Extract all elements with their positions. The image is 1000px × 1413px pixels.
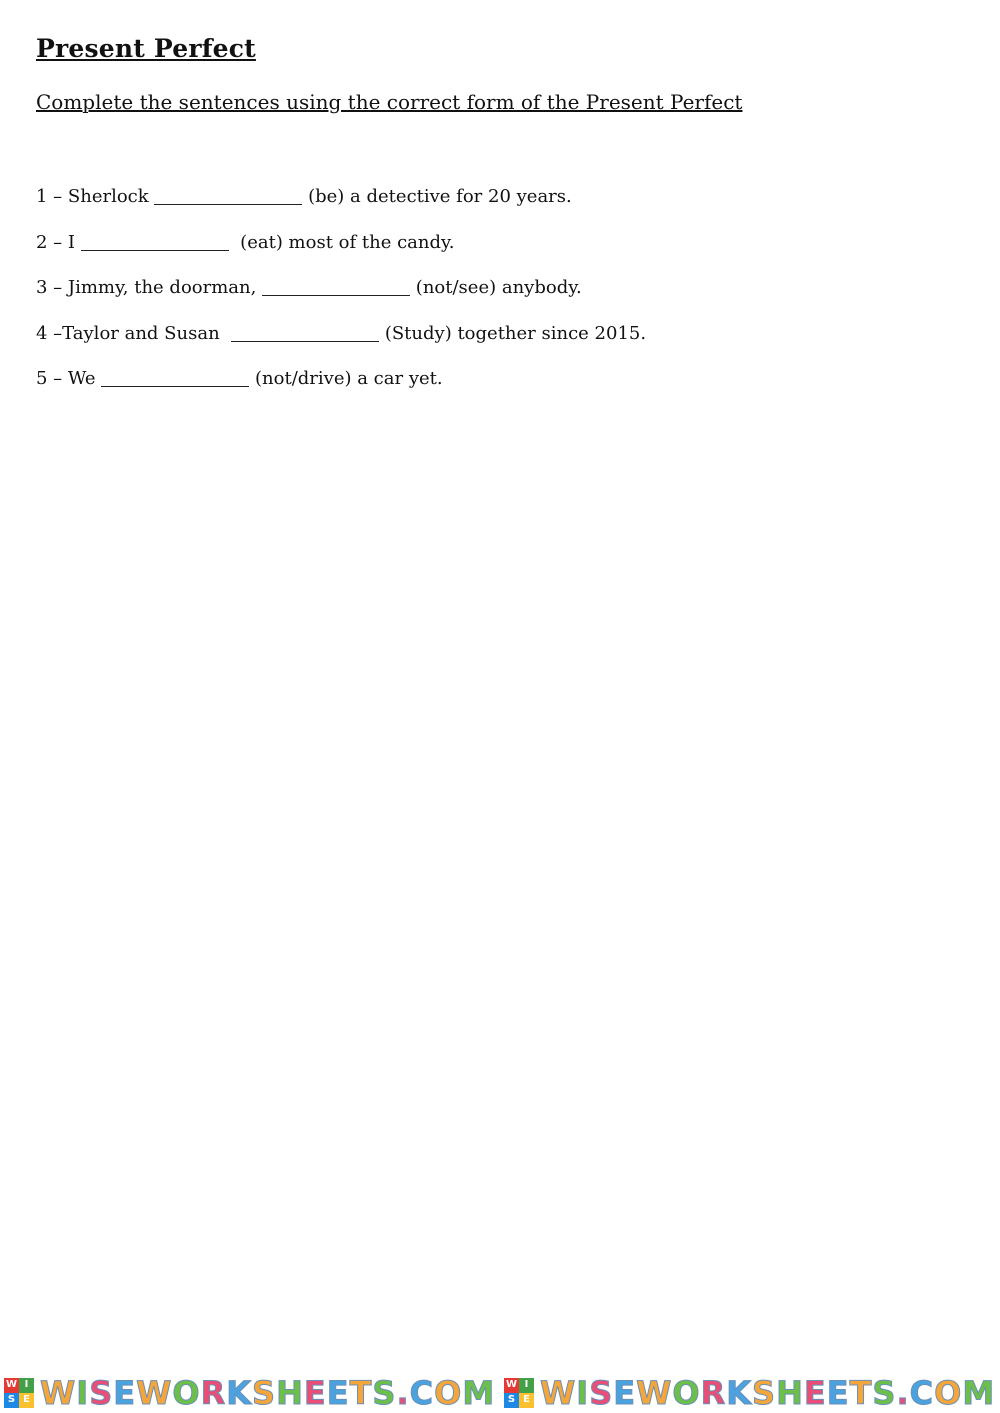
instruction-text: Complete the sentences using the correct form of the Present Perfect [36,90,743,114]
logo-letter: W [136,1373,173,1412]
logo-letter: E [303,1373,327,1412]
logo-letter: S [752,1373,777,1412]
answer-blank-5[interactable] [101,368,249,387]
exercise-item-1 [36,186,646,232]
logo-letter: O [172,1373,201,1412]
logo-letter: . [896,1373,910,1412]
logo-text [540,1374,995,1412]
logo-letter: R [200,1373,227,1412]
logo-letter: E [803,1373,827,1412]
logo-letter: K [726,1373,753,1412]
logo-letter: W [636,1373,673,1412]
sentence-start: 4 –Taylor and Susan [36,322,232,344]
logo-letter: . [396,1373,410,1412]
logo-letter: S [589,1373,614,1412]
page-title: Present Perfect [36,34,256,63]
wiseworksheets-logo [504,1374,1000,1412]
answer-blank-2[interactable] [81,232,229,251]
logo-letter: K [226,1373,253,1412]
logo-square: E [519,1393,534,1408]
logo-letter: S [872,1373,897,1412]
exercise-item-4 [36,323,646,369]
logo-letter: S [89,1373,114,1412]
logo-square: S [504,1393,519,1408]
logo-letter: E [613,1373,637,1412]
sentence-start: 2 – I [36,231,81,253]
logo-letter: I [76,1373,90,1412]
logo-letter: C [909,1373,935,1412]
logo-letter: O [672,1373,701,1412]
logo-letter: H [776,1373,804,1412]
logo-squares-icon [4,1378,34,1408]
exercise-item-5 [36,368,646,414]
sentence-end: (not/drive) a car yet. [249,368,443,389]
sentence-start: 1 – Sherlock [36,186,155,207]
answer-blank-1[interactable] [154,186,302,205]
footer-watermark [0,1372,1000,1413]
logo-letter: S [252,1373,277,1412]
logo-letter: E [826,1373,850,1412]
logo-letter: C [409,1373,435,1412]
logo-letter: E [113,1373,137,1412]
sentence-end: (not/see) anybody. [410,277,582,298]
exercise-list [36,186,646,414]
logo-square: I [19,1378,34,1393]
sentence-end: (Study) together since 2015. [379,322,647,344]
sentence-end: (be) a detective for 20 years. [302,186,572,207]
logo-letter: O [434,1373,463,1412]
logo-square: I [519,1378,534,1393]
logo-letter: R [700,1373,727,1412]
logo-letter: O [934,1373,963,1412]
sentence-start: 5 – We [36,368,102,389]
logo-text [40,1374,495,1412]
logo-square: W [4,1378,19,1393]
exercise-item-3 [36,277,646,323]
logo-squares-icon [504,1378,534,1408]
logo-letter: I [576,1373,590,1412]
wiseworksheets-logo [4,1374,500,1412]
logo-square: E [19,1393,34,1408]
logo-square: S [4,1393,19,1408]
logo-square: W [504,1378,519,1393]
sentence-end: (eat) most of the candy. [228,231,455,253]
logo-letter: W [540,1373,577,1412]
logo-letter: T [849,1373,873,1412]
logo-letter: E [326,1373,350,1412]
logo-letter: M [962,1373,996,1412]
answer-blank-3[interactable] [262,277,410,296]
logo-letter: W [40,1373,77,1412]
logo-letter: H [276,1373,304,1412]
sentence-start: 3 – Jimmy, the doorman, [36,277,263,298]
logo-letter: M [462,1373,496,1412]
logo-letter: T [349,1373,373,1412]
answer-blank-4[interactable] [231,323,379,342]
exercise-item-2 [36,232,646,278]
logo-letter: S [372,1373,397,1412]
